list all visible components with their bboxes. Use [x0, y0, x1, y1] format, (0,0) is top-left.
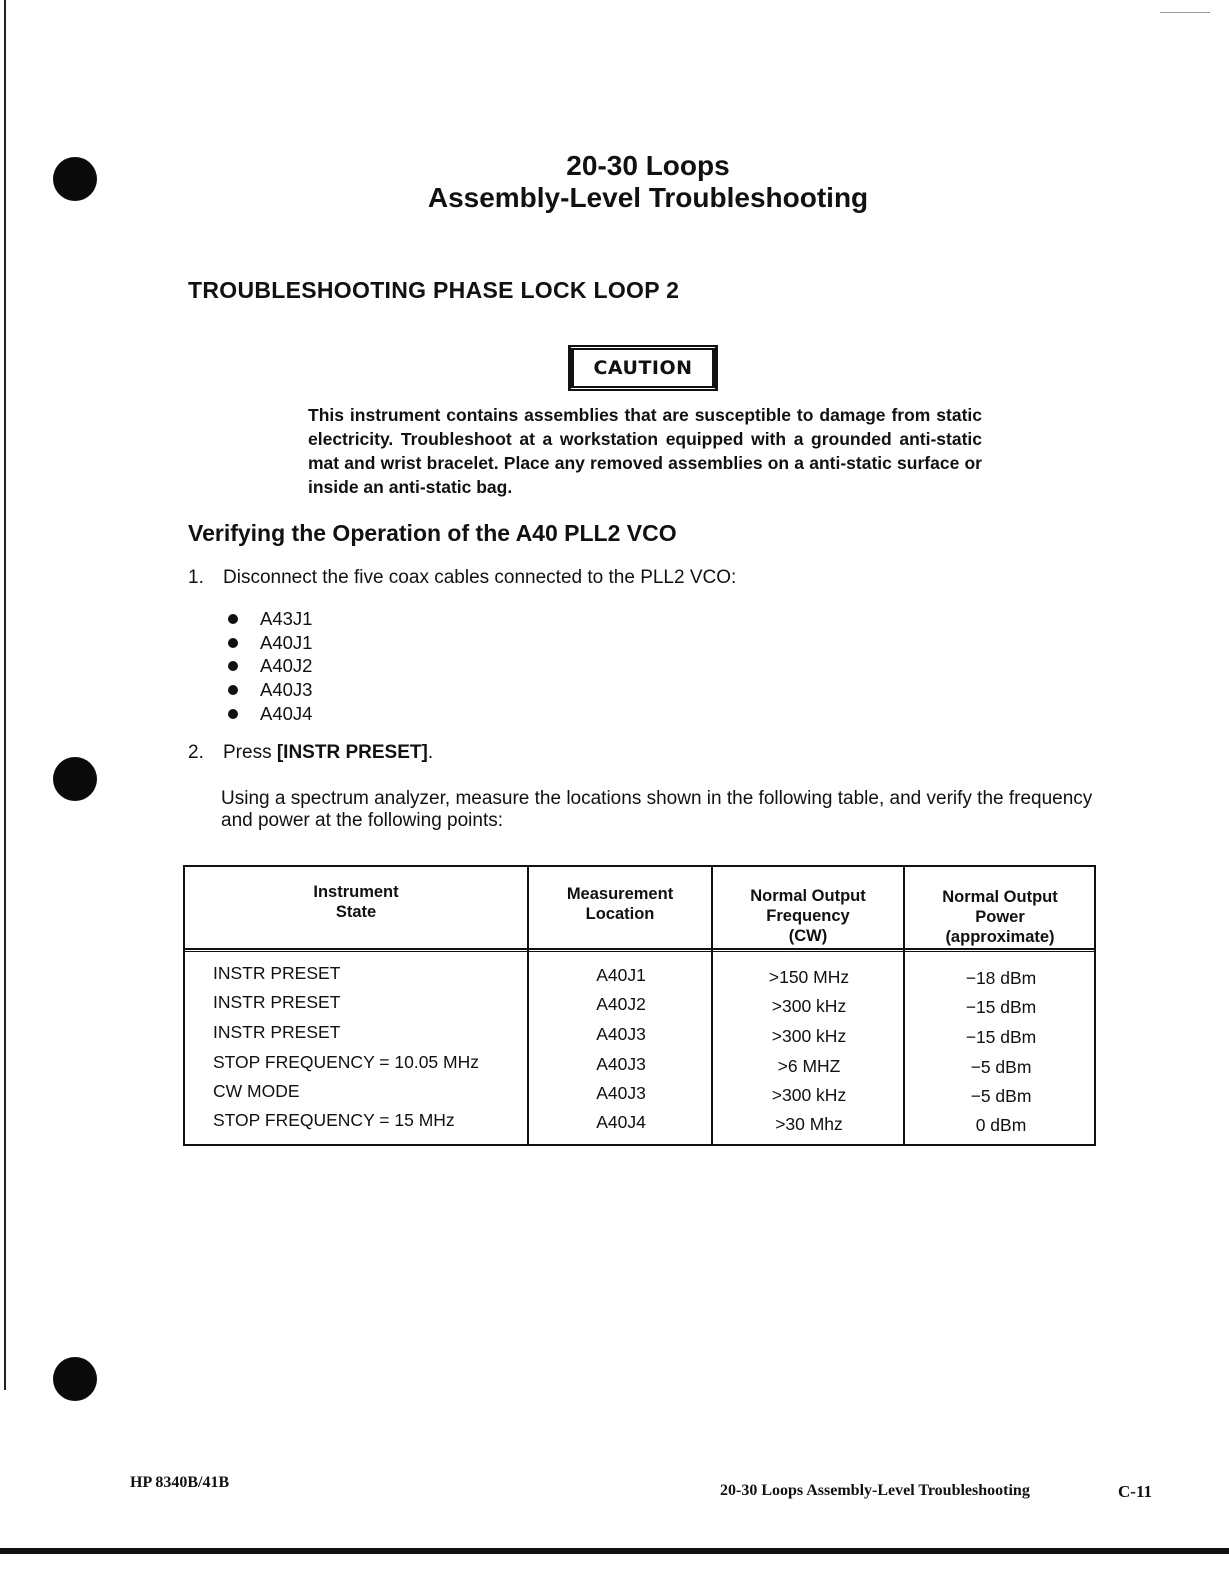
header-measurement-location: Measurement Location [566, 885, 674, 923]
footer-page-number: C-11 [1118, 1482, 1152, 1501]
footer-model: HP 8340B/41B [130, 1474, 230, 1491]
step-1-number: 1. [188, 567, 204, 588]
bullet-icon [228, 685, 238, 695]
list-item: A40J4 [228, 702, 312, 726]
step-2-number: 2. [188, 742, 204, 763]
bullet-icon [228, 614, 238, 624]
list-item: A40J3 [228, 678, 312, 702]
table-row: CW MODE A40J3 >300 kHz −5 dBm [213, 1081, 1032, 1106]
step-1-text: Disconnect the five coax cables connected to the PLL2 VCO: [223, 567, 737, 588]
table-row: STOP FREQUENCY = 15 MHz A40J4 >30 Mhz 0 dBm [213, 1110, 1027, 1135]
binder-hole-middle [53, 757, 97, 801]
page-title-line1: 20-30 Loops [566, 150, 730, 181]
bullet-icon [228, 661, 238, 671]
header-instrument-state: Instrument State [313, 883, 399, 921]
instructions-paragraph: Using a spectrum analyzer, measure the locations shown in the following table, and verify the frequency and power at the following points: [221, 788, 1093, 831]
page-top-rule [1160, 12, 1210, 13]
header-output-frequency: Normal Output Frequency (CW) [750, 887, 866, 945]
step-2-text: Press [INSTR PRESET]. [223, 742, 434, 763]
page-title-line2: Assembly-Level Troubleshooting [427, 182, 869, 213]
list-item: A40J2 [228, 654, 312, 678]
caution-badge [568, 345, 718, 391]
subheading: Verifying the Operation of the A40 PLL2 VCO [188, 520, 677, 546]
page-bottom-rule [0, 1548, 1229, 1554]
caution-label: CAUTION [593, 357, 693, 379]
list-item: A43J1 [228, 607, 312, 631]
table-row: INSTR PRESET A40J1 >150 MHz −18 dBm [213, 963, 1037, 988]
table-header-separator [183, 948, 1096, 952]
connector-list [228, 607, 312, 726]
caution-text: This instrument contains assemblies that are susceptible to damage from static electricity. Troubleshoot at a workstation equipped with a grounded anti-static mat and wrist bracelet. Place any removed assemblies on a anti-static surface or inside an anti-static bag. [308, 405, 982, 497]
instr-preset-key: [INSTR PRESET] [276, 742, 428, 763]
bullet-icon [228, 709, 238, 719]
list-item: A40J1 [228, 631, 312, 655]
section-heading: TROUBLESHOOTING PHASE LOCK LOOP 2 [188, 277, 680, 303]
footer-section-title: 20-30 Loops Assembly-Level Troubleshooting [720, 1482, 1030, 1499]
table-row: INSTR PRESET A40J3 >300 kHz −15 dBm [213, 1022, 1037, 1047]
table-row: INSTR PRESET A40J2 >300 kHz −15 dBm [213, 992, 1037, 1017]
header-output-power: Normal Output Power (approximate) [942, 888, 1058, 946]
bullet-icon [228, 638, 238, 648]
binder-hole-bottom [53, 1357, 97, 1401]
table-row: STOP FREQUENCY = 10.05 MHz A40J3 >6 MHZ −5 dBm [213, 1052, 1032, 1077]
